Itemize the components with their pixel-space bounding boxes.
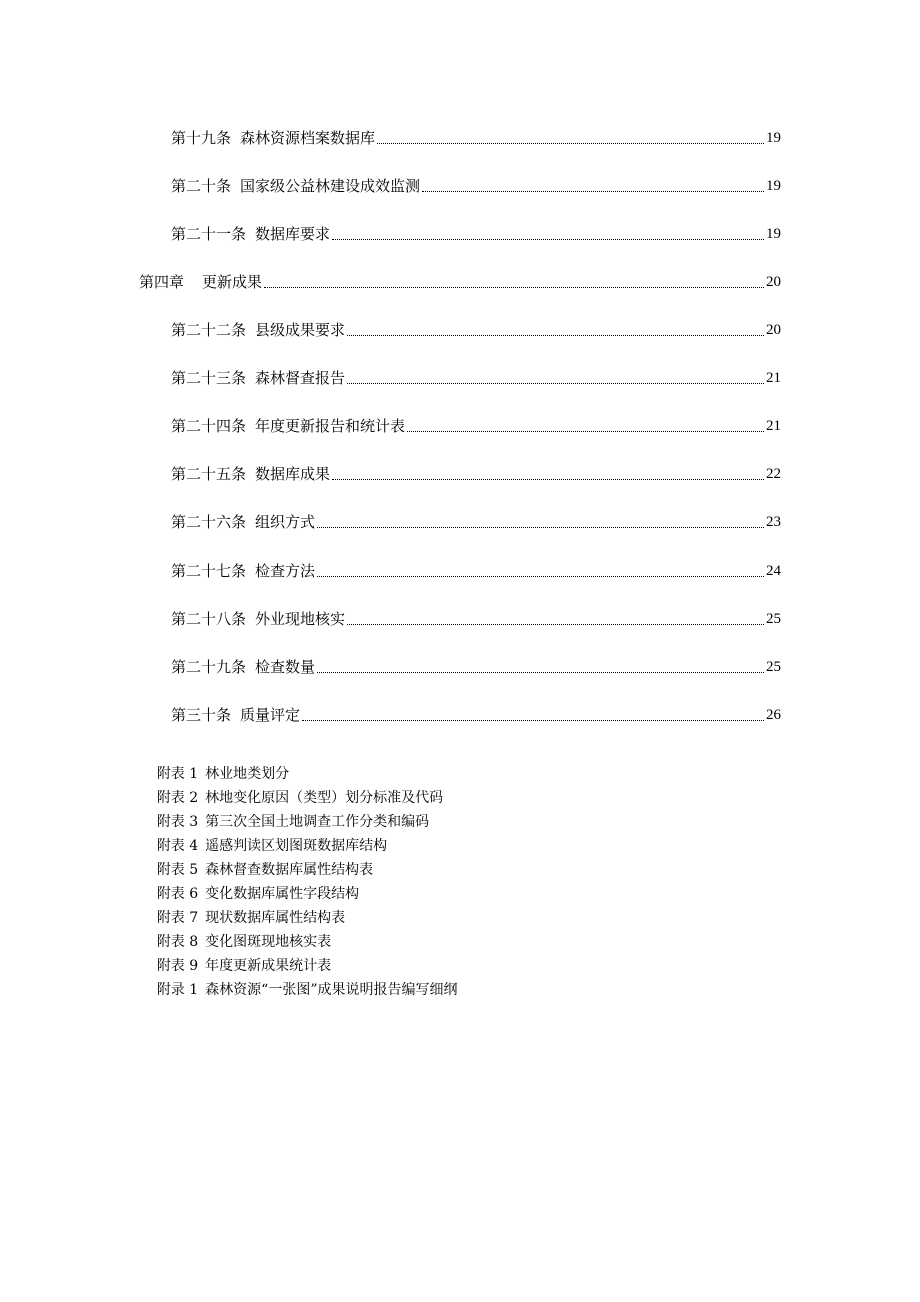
toc-entry-title: 数据库要求 — [255, 225, 331, 243]
toc-entry-page: 23 — [766, 514, 781, 530]
toc-entry-number: 第二十七条 — [171, 562, 247, 580]
toc-entry-page: 24 — [766, 563, 781, 579]
toc-entry[interactable] — [171, 703, 781, 725]
toc-entry-number: 第二十六条 — [171, 513, 247, 531]
toc-entry-number: 第二十条 — [171, 177, 232, 195]
appendix-title: 现状数据库属性结构表 — [205, 910, 346, 926]
toc-entry-number: 第二十九条 — [171, 658, 247, 676]
toc-entry-number: 第二十四条 — [171, 417, 247, 435]
appendix-label: 附表 6 — [156, 886, 199, 902]
toc-entry[interactable] — [171, 462, 781, 484]
toc-entry-title: 外业现地核实 — [255, 610, 346, 628]
toc-entry-page: 26 — [766, 707, 781, 723]
toc-entry[interactable] — [171, 559, 781, 581]
toc-entry-title: 县级成果要求 — [255, 321, 346, 339]
toc-entry-page: 21 — [766, 370, 781, 386]
toc-entry-number: 第三十条 — [171, 706, 232, 724]
toc-chapter-title: 更新成果 — [202, 273, 263, 291]
toc-leader-dots — [332, 478, 764, 480]
toc-leader-dots — [377, 142, 764, 144]
appendix-title: 第三次全国土地调查工作分类和编码 — [205, 814, 430, 830]
appendix-label: 附表 5 — [156, 862, 199, 878]
toc-entry[interactable] — [171, 174, 781, 196]
appendix-title: 变化数据库属性字段结构 — [205, 886, 360, 902]
toc-leader-dots — [347, 623, 764, 625]
toc-entry-page: 25 — [766, 611, 781, 627]
toc-entry-title: 年度更新报告和统计表 — [255, 417, 406, 435]
appendix-label: 附表 8 — [156, 934, 199, 950]
appendix-list — [139, 738, 739, 998]
appendix-title: 变化图斑现地核实表 — [205, 934, 332, 950]
toc-leader-dots — [264, 286, 764, 288]
toc-leader-dots — [317, 526, 764, 528]
appendix-label: 附表 3 — [156, 814, 199, 830]
toc-entry-page: 22 — [766, 466, 781, 482]
toc-entry-title: 检查方法 — [255, 562, 316, 580]
appendix-label: 附表 2 — [156, 790, 199, 806]
toc-leader-dots — [422, 190, 764, 192]
toc-entry-title: 组织方式 — [255, 513, 316, 531]
toc-chapter-number: 第四章 — [139, 273, 185, 291]
toc-entry-page: 21 — [766, 418, 781, 434]
appendix-title: 森林资源“一张图”成果说明报告编写细纲 — [205, 982, 458, 998]
toc-entry-page: 20 — [766, 322, 781, 338]
appendix-title: 林业地类划分 — [205, 766, 290, 782]
toc-entry-title: 数据库成果 — [255, 465, 331, 483]
toc-entry-number: 第二十八条 — [171, 610, 247, 628]
toc-entry-number: 第二十五条 — [171, 465, 247, 483]
toc-entry[interactable] — [171, 655, 781, 677]
toc-leader-dots — [347, 334, 764, 336]
toc-entry-page: 19 — [766, 178, 781, 194]
toc-entry-page: 20 — [766, 274, 781, 290]
appendix-label: 附录 1 — [156, 982, 199, 998]
toc-leader-dots — [407, 430, 764, 432]
toc-entry-number: 第十九条 — [171, 129, 232, 147]
appendix-label: 附表 1 — [156, 766, 199, 782]
toc-entry[interactable] — [171, 607, 781, 629]
toc-entry[interactable] — [171, 510, 781, 532]
toc-entry[interactable] — [171, 126, 781, 148]
toc-entry-title: 质量评定 — [240, 706, 301, 724]
toc-entry[interactable] — [171, 318, 781, 340]
toc-leader-dots — [302, 719, 764, 721]
toc-entry-page: 25 — [766, 659, 781, 675]
toc-entry[interactable] — [171, 366, 781, 388]
appendix-label: 附表 9 — [156, 958, 199, 974]
toc-entry-number: 第二十一条 — [171, 225, 247, 243]
toc-chapter-entry[interactable] — [139, 270, 781, 292]
appendix-title: 森林督查数据库属性结构表 — [205, 862, 374, 878]
appendix-item[interactable] — [139, 738, 739, 782]
appendix-title: 年度更新成果统计表 — [205, 958, 332, 974]
toc-leader-dots — [317, 575, 764, 577]
toc-entry-page: 19 — [766, 226, 781, 242]
appendix-label: 附表 7 — [156, 910, 199, 926]
toc-entry[interactable] — [171, 414, 781, 436]
appendix-title: 遥感判读区划图斑数据库结构 — [205, 838, 388, 854]
toc-entry-page: 19 — [766, 130, 781, 146]
toc-entry-title: 国家级公益林建设成效监测 — [240, 177, 421, 195]
toc-entry-title: 森林督查报告 — [255, 369, 346, 387]
toc-entry-number: 第二十三条 — [171, 369, 247, 387]
toc-leader-dots — [317, 671, 764, 673]
appendix-title: 林地变化原因（类型）划分标准及代码 — [205, 790, 444, 806]
toc-entry-title: 检查数量 — [255, 658, 316, 676]
toc-entry[interactable] — [171, 222, 781, 244]
toc-entry-number: 第二十二条 — [171, 321, 247, 339]
appendix-label: 附表 4 — [156, 838, 199, 854]
toc-entry-title: 森林资源档案数据库 — [240, 129, 376, 147]
toc-leader-dots — [347, 382, 764, 384]
toc-leader-dots — [332, 238, 764, 240]
